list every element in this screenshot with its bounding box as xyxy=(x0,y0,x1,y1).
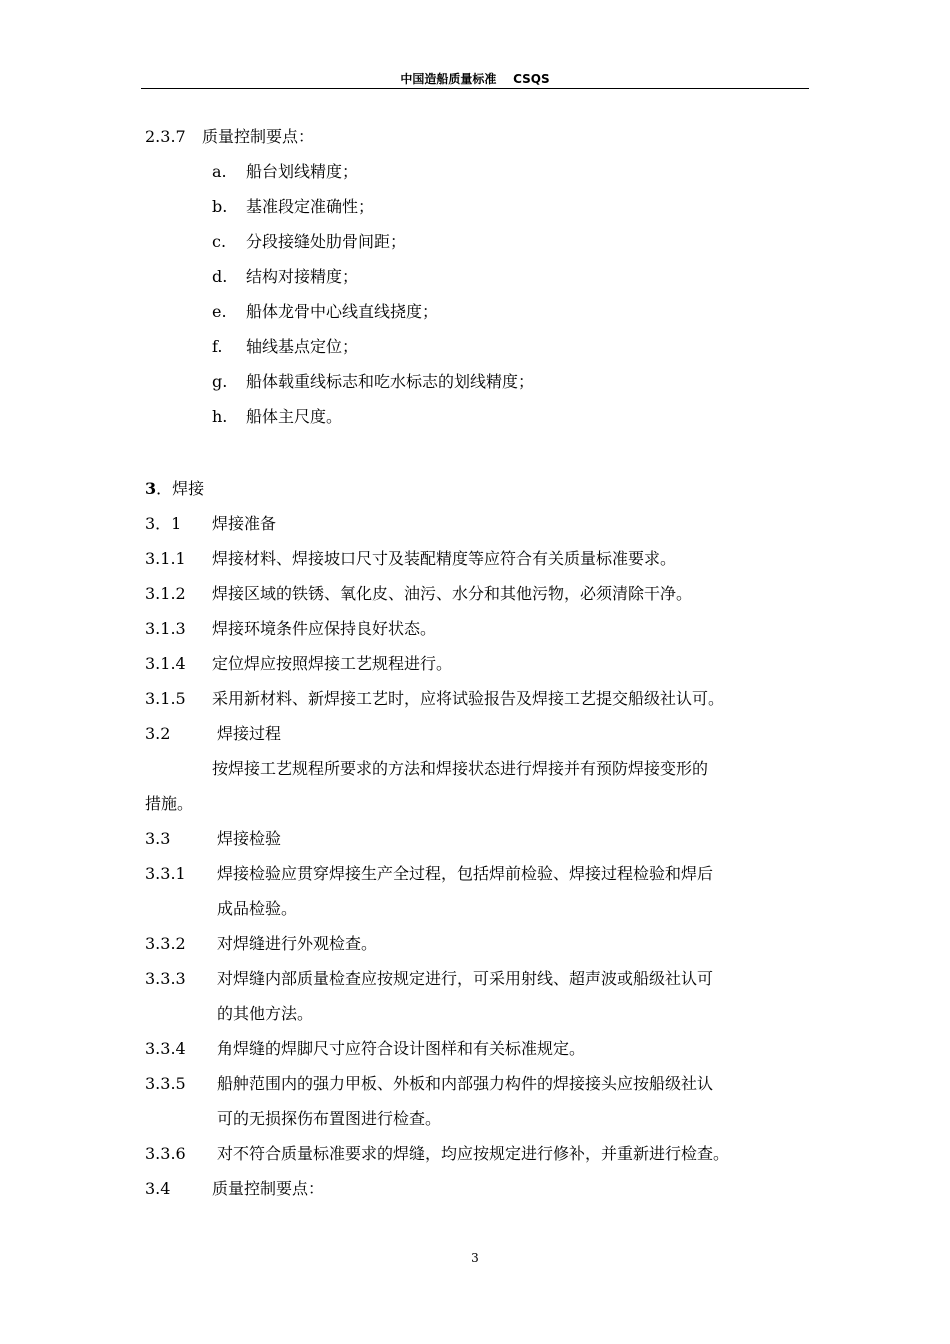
section-text: 角焊缝的焊脚尺寸应符合设计图样和有关标准规定。 xyxy=(217,1039,586,1058)
section-text: 的其他方法。 xyxy=(217,1004,314,1023)
list-label: f. xyxy=(212,337,223,356)
section-text: ．焊接 xyxy=(156,479,205,498)
section-number: 3.4 xyxy=(145,1179,171,1198)
list-label: b. xyxy=(212,197,228,216)
header-title: 中国造船质量标准 xyxy=(400,72,497,86)
section-number: 3.1.3 xyxy=(145,619,186,638)
list-label: h. xyxy=(212,407,228,426)
list-label: a. xyxy=(212,162,227,181)
page-header xyxy=(141,70,809,88)
list-text: 基准段定准确性； xyxy=(246,197,375,216)
section-number: 3.1.5 xyxy=(145,689,186,708)
list-text: 结构对接精度； xyxy=(246,267,359,286)
section-text: 质量控制要点： xyxy=(212,1179,325,1198)
paragraph-text: 措施。 xyxy=(145,794,194,813)
header-divider xyxy=(141,88,809,89)
list-label: c. xyxy=(212,232,227,251)
list-text: 船体主尺度。 xyxy=(246,407,343,426)
section-number: 3.3.3 xyxy=(145,969,186,988)
list-label: d. xyxy=(212,267,228,286)
section-number: 3 xyxy=(145,479,157,498)
section-text: 焊接环境条件应保持良好状态。 xyxy=(212,619,437,638)
section-number: 3.2 xyxy=(145,724,171,743)
section-text: 采用新材料、新焊接工艺时，应将试验报告及焊接工艺提交船级社认可。 xyxy=(212,689,725,708)
page-number: 3 xyxy=(471,1251,479,1265)
section-number: 3.3.6 xyxy=(145,1144,186,1163)
list-label: g. xyxy=(212,372,228,391)
section-number: 3.3.1 xyxy=(145,864,186,883)
section-number: 3.3.5 xyxy=(145,1074,186,1093)
section-number: 3.1.2 xyxy=(145,584,186,603)
section-number: 3.1.1 xyxy=(145,549,186,568)
section-text: 可的无损探伤布置图进行检查。 xyxy=(217,1109,442,1128)
list-label: e. xyxy=(212,302,227,321)
section-text: 船舯范围内的强力甲板、外板和内部强力构件的焊接接头应按船级社认 xyxy=(217,1074,714,1093)
section-number: 3.3 xyxy=(145,829,171,848)
section-number: 3.3.2 xyxy=(145,934,186,953)
section-text: 焊接检验 xyxy=(217,829,282,848)
section-text: 定位焊应按照焊接工艺规程进行。 xyxy=(212,654,453,673)
paragraph-text: 按焊接工艺规程所要求的方法和焊接状态进行焊接并有预防焊接变形的 xyxy=(212,759,709,778)
list-text: 船体载重线标志和吃水标志的划线精度； xyxy=(246,372,535,391)
list-text: 轴线基点定位； xyxy=(246,337,359,356)
header-code: CSQS xyxy=(513,72,550,86)
section-number: 3.3.4 xyxy=(145,1039,186,1058)
list-text: 分段接缝处肋骨间距； xyxy=(246,232,407,251)
section-text: 质量控制要点： xyxy=(202,127,315,146)
section-text: 对焊缝内部质量检查应按规定进行，可采用射线、超声波或船级社认可 xyxy=(217,969,714,988)
section-text: 对焊缝进行外观检查。 xyxy=(217,934,378,953)
section-text: 成品检验。 xyxy=(217,899,298,918)
section-number: 3．1 xyxy=(145,514,182,533)
section-number: 3.1.4 xyxy=(145,654,186,673)
section-text: 焊接过程 xyxy=(217,724,282,743)
section-text: 对不符合质量标准要求的焊缝，均应按规定进行修补，并重新进行检查。 xyxy=(217,1144,730,1163)
section-text: 焊接区域的铁锈、氧化皮、油污、水分和其他污物，必须清除干净。 xyxy=(212,584,693,603)
section-text: 焊接准备 xyxy=(212,514,277,533)
list-text: 船体龙骨中心线直线挠度； xyxy=(246,302,439,321)
section-number: 2.3.7 xyxy=(145,127,186,146)
section-text: 焊接检验应贯穿焊接生产全过程，包括焊前检验、焊接过程检验和焊后 xyxy=(217,864,714,883)
section-text: 焊接材料、焊接坡口尺寸及装配精度等应符合有关质量标准要求。 xyxy=(212,549,677,568)
list-text: 船台划线精度； xyxy=(246,162,359,181)
